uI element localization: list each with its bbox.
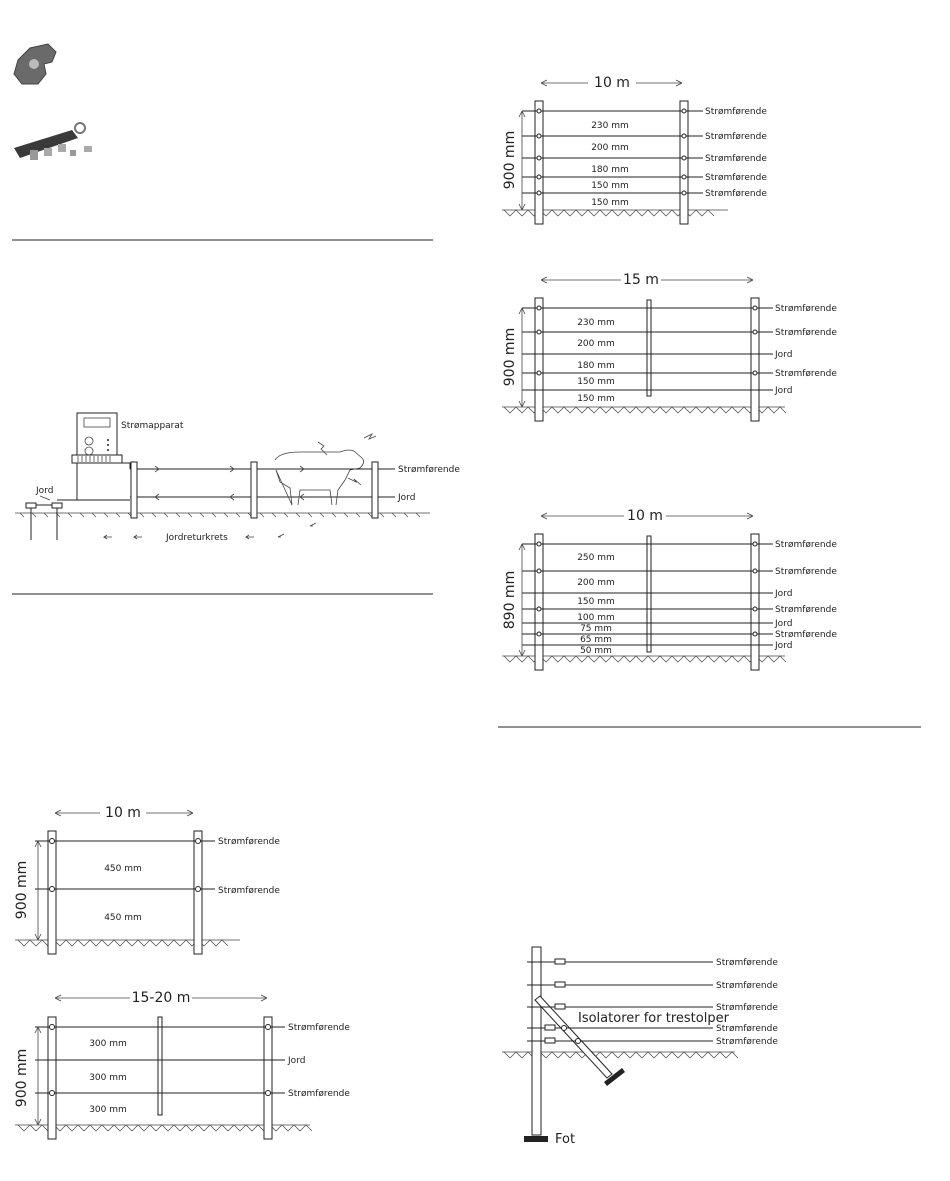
wire-label: Strømførende [705,173,767,183]
spacing-label: 300 mm [89,1073,127,1083]
spacing-label: 150 mm [577,394,615,404]
spacing-label: 50 mm [580,646,612,656]
circuit-live-label: Strømførende [398,465,460,475]
insulator-label: Isolatorer for trestolper [578,1011,729,1026]
wire-label: Strømførende [775,369,837,379]
energizer-label: Strømapparat [121,421,184,431]
wire-label: Strømførende [775,630,837,640]
height-label-900-b: 900 mm [502,327,518,387]
wire-label: Strømførende [716,958,778,968]
return-circuit-label: Jordreturkrets [166,533,228,543]
wire-label: Strømførende [218,837,280,847]
span-label-10m-a: 10 m [594,75,630,91]
wire-label: Jord [775,589,793,599]
circuit-diagram [15,413,460,543]
spacing-label: 200 mm [577,339,615,349]
wire-label: Strømførende [775,605,837,615]
spacing-label: 200 mm [591,143,629,153]
fence-diagram-7-wire [502,506,837,670]
wire-label: Jord [288,1056,306,1066]
wire-label: Strømførende [705,132,767,142]
spacing-label: 75 mm [580,624,612,634]
wire-label: Strømførende [705,107,767,117]
wire-label: Strømførende [705,189,767,199]
corner-post-diagram [502,947,778,1147]
ground-rods [26,496,62,540]
spacing-label: 100 mm [577,613,615,623]
span-label-10m-b: 10 m [105,805,141,821]
wire-label: Strømførende [775,328,837,338]
wire-label: Strømførende [705,154,767,164]
wire-label: Strømførende [218,886,280,896]
spacing-label: 450 mm [104,864,142,874]
earth-label: Jord [36,486,54,496]
height-label-890: 890 mm [502,570,518,630]
foot-label: Fot [555,1132,576,1147]
spacing-label: 180 mm [577,361,615,371]
height-label-900-c: 900 mm [14,860,30,920]
wire-label: Strømførende [288,1023,350,1033]
wire-label: Jord [775,386,793,396]
spacing-label: 250 mm [577,553,615,563]
wire-label: Strømførende [716,1003,778,1013]
tensioner-product-icon [14,123,92,160]
spacing-label: 450 mm [104,913,142,923]
wire-label: Jord [775,641,793,651]
spacing-label: 180 mm [591,165,629,175]
energizer-unit [72,413,122,463]
spacing-label: 150 mm [591,181,629,191]
wood-post-insulator-icon [545,959,565,1043]
wire-label: Strømførende [775,540,837,550]
span-label-15-20m: 15-20 m [131,990,191,1006]
fence-diagram-3-wire [14,988,350,1139]
fence-diagram-5-wire-live [502,73,767,224]
spacing-label: 230 mm [591,121,629,131]
height-label-900-a: 900 mm [502,130,518,190]
wire-label: Jord [775,619,793,629]
span-label-10m-c: 10 m [627,508,663,524]
wire-label: Strømførende [716,1037,778,1047]
wire-label: Strømførende [288,1089,350,1099]
span-label-15m: 15 m [623,272,659,288]
spacing-label: 150 mm [591,198,629,208]
wire-label: Strømførende [775,567,837,577]
wire-label: Strømførende [716,981,778,991]
height-label-900-d: 900 mm [14,1048,30,1108]
spacing-label: 200 mm [577,578,615,588]
spacing-label: 230 mm [577,318,615,328]
spacing-label: 65 mm [580,635,612,645]
wire-label: Strømførende [716,1024,778,1034]
spacing-label: 300 mm [89,1039,127,1049]
wire-label: Jord [775,350,793,360]
spacing-label: 150 mm [577,377,615,387]
fence-diagram-5-wire-mixed [502,270,837,421]
circuit-ground-label: Jord [398,493,416,503]
insulator-product-icon [14,44,56,84]
spacing-label: 150 mm [577,597,615,607]
spacing-label: 300 mm [89,1105,127,1115]
wire-label: Strømførende [775,304,837,314]
fence-diagram-2-wire [14,803,280,954]
